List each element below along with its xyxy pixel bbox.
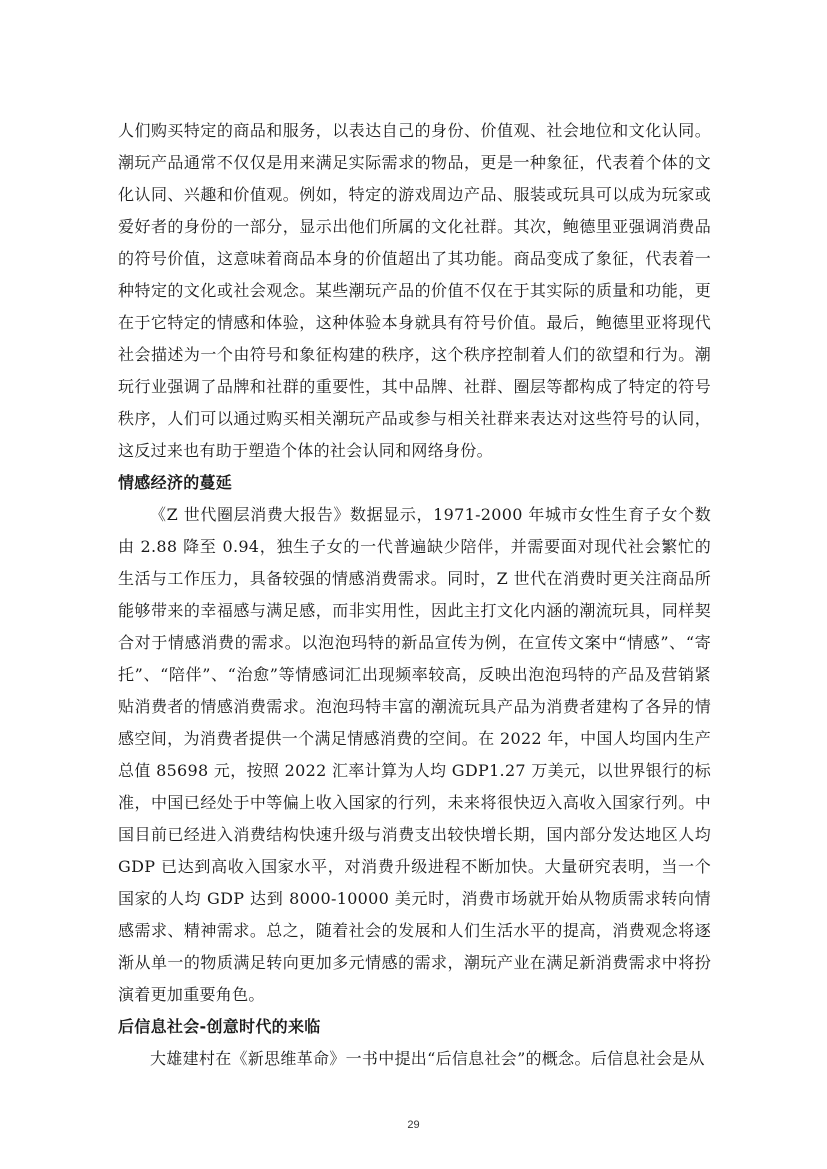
page-number: 29: [407, 1119, 420, 1131]
body-paragraph: 大雄建村在《新思维革命》一书中提出“后信息社会”的概念。后信息社会是从: [150, 1049, 705, 1068]
document-page: [118, 115, 711, 1075]
section-heading: 后信息社会-创意时代的来临: [118, 1017, 321, 1036]
body-paragraph: 《Z 世代圈层消费大报告》数据显示，1971-2000 年城市女性生育子女个数由 2.88 降至 0.94，独生子女的一代普遍缺少陪伴，并需要面对现代社会繁忙的生活与工作压力，具备较强的情感消费需求。同时，Z 世代在消费时更关注商品所能够带来的幸福感与满足感，而非实用性，因此主打文化内涵的潮流玩具，同样契合对于情感消费的需求。以泡泡玛特的新品宣传为例，在宣传文案中“情感”、“寄托”、“陪伴”、“治愈”等情感词汇出现频率较高，反映出泡泡玛特的产品及营销紧贴消费者的情感消费需求。泡泡玛特丰富的潮流玩具产品为消费者建构了各异的情感空间，为消费者提供一个满足情感消费的空间。在 2022 年，中国人均国内生产总值 85698 元，按照 2022 汇率计算为人均 GDP1.27 万美元，以世界银行的标准，中国已经处于中等偏上收入国家的行列，未来将很快迈入高收入国家行列。中国目前已经进入消费结构快速升级与消费支出较快增长期，国内部分发达地区人均 GDP 已达到高收入国家水平，对消费升级进程不断加快。大量研究表明，当一个国家的人均 GDP 达到 8000-10000 美元时，消费市场就开始从物质需求转向情感需求、精神需求。总之，随着社会的发展和人们生活水平的提高，消费观念将逐渐从单一的物质满足转向更加多元情感的需求，潮玩产业在满足新消费需求中将扮演着更加重要角色。: [118, 505, 711, 1004]
section-heading: 情感经济的蔓延: [118, 473, 233, 492]
body-paragraph: 人们购买特定的商品和服务，以表达自己的身份、价值观、社会地位和文化认同。潮玩产品通常不仅仅是用来满足实际需求的物品，更是一种象征，代表着个体的文化认同、兴趣和价值观。例如，特定的游戏周边产品、服装或玩具可以成为玩家或爱好者的身份的一部分，显示出他们所属的文化社群。其次，鲍德里亚强调消费品的符号价值，这意味着商品本身的价值超出了其功能。商品变成了象征，代表着一种特定的文化或社会观念。某些潮玩产品的价值不仅在于其实际的质量和功能，更在于它特定的情感和体验，这种体验本身就具有符号价值。最后，鲍德里亚将现代社会描述为一个由符号和象征构建的秩序，这个秩序控制着人们的欲望和行为。潮玩行业强调了品牌和社群的重要性，其中品牌、社群、圈层等都构成了特定的符号秩序，人们可以通过购买相关潮玩产品或参与相关社群来表达对这些符号的认同，这反过来也有助于塑造个体的社会认同和网络身份。: [118, 121, 711, 460]
